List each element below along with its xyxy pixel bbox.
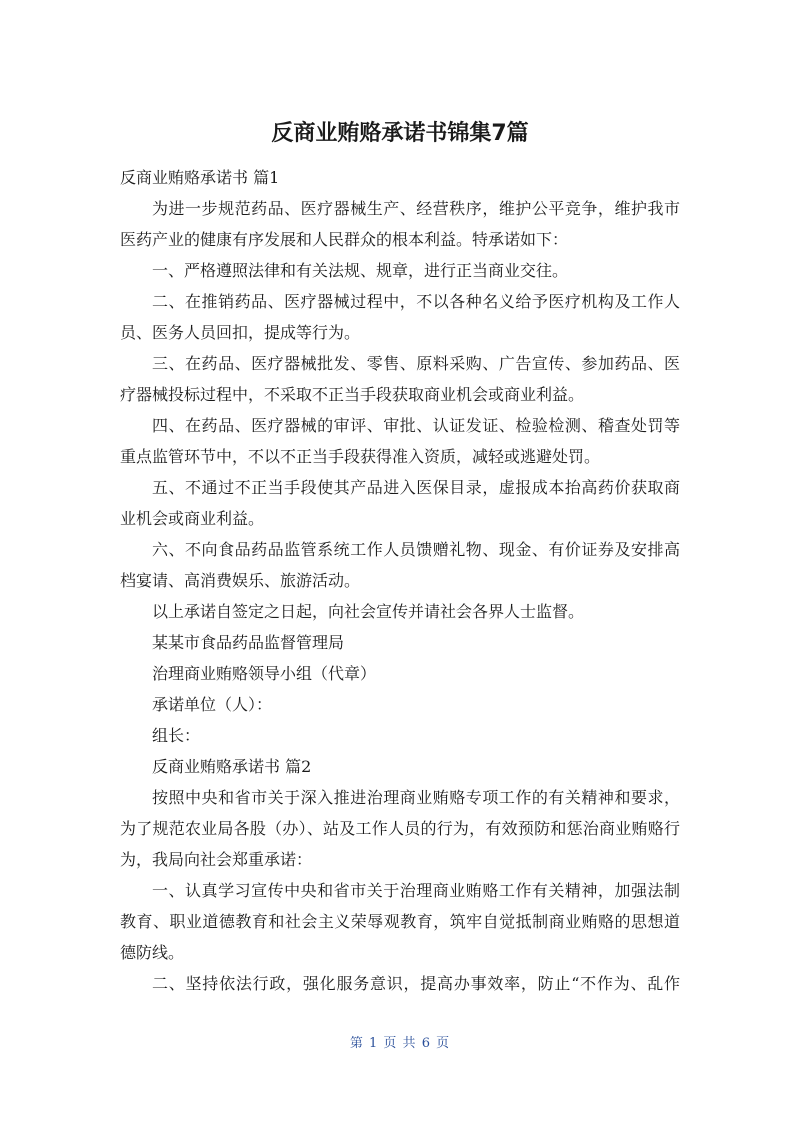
text-line: 教育、职业道德教育和社会主义荣辱观教育，筑牢自觉抵制商业贿赂的思想道 — [120, 912, 680, 931]
text-line: 某某市食品药品监督管理局 — [152, 633, 345, 652]
text-line: 承诺单位（人）： — [152, 695, 273, 714]
text-line: 二、在推销药品、医疗器械过程中，不以各种名义给予医疗机构及工作人 — [152, 292, 680, 311]
text-line: 为了规范农业局各股（办）、站及工作人员的行为，有效预防和惩治商业贿赂行 — [120, 819, 680, 838]
text-line: 业机会或商业利益。 — [120, 509, 265, 528]
text-line: 一、严格遵照法律和有关法规、规章，进行正当商业交往。 — [152, 261, 569, 280]
text-line: 反商业贿赂承诺书 篇1 — [120, 168, 280, 187]
page-footer: 第 1 页 共 6 页 — [349, 1036, 451, 1051]
text-line: 反商业贿赂承诺书 篇2 — [152, 757, 312, 776]
text-line: 六、不向食品药品监管系统工作人员馈赠礼物、现金、有价证券及安排高 — [152, 540, 680, 559]
text-line: 五、不通过不正当手段使其产品进入医保目录，虚报成本抬高药价获取商 — [152, 478, 680, 497]
text-line: 为，我局向社会郑重承诺： — [120, 850, 313, 869]
text-line: 重点监管环节中，不以不正当手段获得准入资质，减轻或逃避处罚。 — [120, 447, 601, 466]
text-line: 为进一步规范药品、医疗器械生产、经营秩序，维护公平竞争，维护我市 — [152, 199, 680, 218]
text-line: 四、在药品、医疗器械的审评、审批、认证发证、检验检测、稽查处罚等 — [152, 416, 680, 435]
text-line: 员、医务人员回扣，提成等行为。 — [120, 323, 361, 342]
document-title: 反商业贿赂承诺书锦集7篇 — [271, 121, 529, 146]
text-line: 一、认真学习宣传中央和省市关于治理商业贿赂工作有关精神，加强法制 — [152, 881, 680, 900]
text-line: 二、坚持依法行政，强化服务意识，提高办事效率，防止“不作为、乱作 — [152, 974, 680, 993]
text-line: 三、在药品、医疗器械批发、零售、原料采购、广告宣传、参加药品、医 — [152, 354, 680, 373]
text-line: 治理商业贿赂领导小组（代章） — [152, 664, 377, 683]
text-line: 疗器械投标过程中，不采取不正当手段获取商业机会或商业利益。 — [120, 385, 585, 404]
text-line: 按照中央和省市关于深入推进治理商业贿赂专项工作的有关精神和要求， — [152, 788, 680, 807]
text-line: 医药产业的健康有序发展和人民群众的根本利益。特承诺如下： — [120, 230, 569, 249]
text-line: 以上承诺自签定之日起，向社会宣传并请社会各界人士监督。 — [152, 602, 585, 621]
text-line: 组长： — [152, 726, 201, 745]
text-line: 档宴请、高消费娱乐、旅游活动。 — [120, 571, 361, 590]
text-line: 德防线。 — [120, 943, 185, 962]
document-body — [120, 162, 680, 999]
